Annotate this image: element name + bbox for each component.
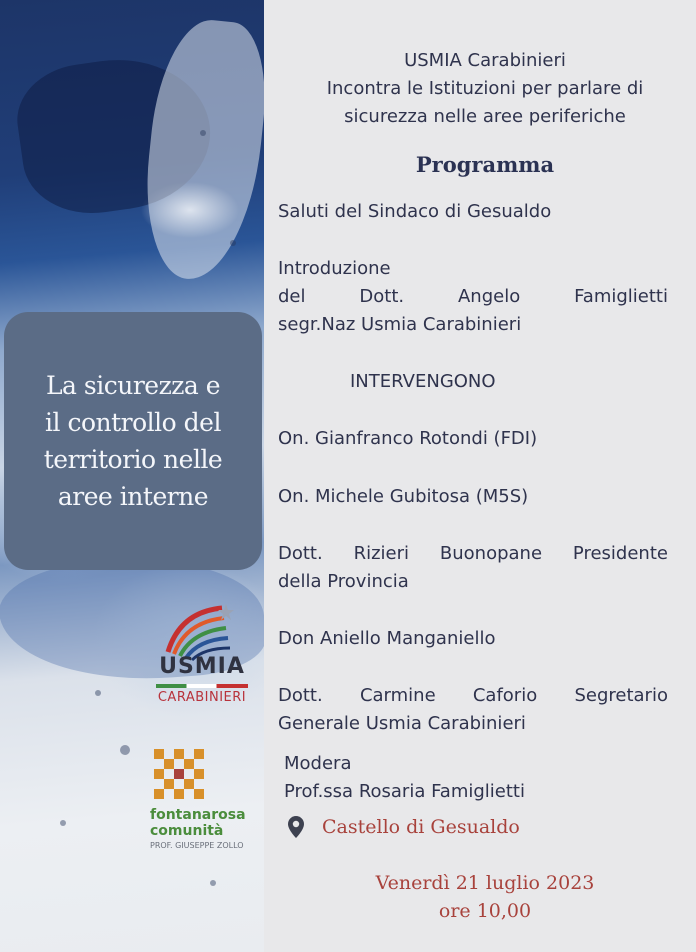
word: Carmine: [359, 685, 436, 706]
fontanarosa-line2: comunità: [150, 823, 224, 839]
location-text: Castello di Gesualdo: [322, 816, 520, 838]
event-time: ore 10,00: [438, 900, 532, 922]
speaker-rotondi: On. Gianfranco Rotondi (FDI): [278, 428, 538, 449]
fontanarosa-line1: fontanarosa: [150, 807, 246, 823]
modera-label: Modera: [284, 753, 352, 774]
location-pin-icon: [288, 816, 304, 838]
paint-dot: [120, 745, 130, 755]
location-row: [288, 816, 520, 838]
header-line-3: sicurezza nelle aree periferiche: [344, 106, 626, 127]
event-date: Venerdì 21 luglio 2023: [375, 872, 595, 894]
word: del: [278, 286, 306, 307]
paint-dot: [95, 690, 101, 696]
word: Buonopane: [439, 543, 543, 564]
speaker-caforio-line1: [278, 685, 668, 706]
header-line-2: Incontra le Istituzioni per parlare di: [326, 78, 644, 99]
speaker-buonopane-line2: della Provincia: [278, 571, 409, 592]
speaker-buonopane-line1: [278, 543, 668, 564]
tricolor-bar: [156, 684, 248, 688]
intro-speaker-line: [278, 286, 668, 307]
word: Famiglietti: [574, 286, 668, 307]
painted-background-panel: [0, 0, 264, 952]
paint-streak: [137, 15, 264, 285]
speaker-gubitosa: On. Michele Gubitosa (M5S): [278, 486, 529, 507]
word: Segretario: [574, 685, 668, 706]
header-line-1: USMIA Carabinieri: [404, 50, 566, 71]
speaker-caforio-line2: Generale Usmia Carabinieri: [278, 713, 526, 734]
word: Dott.: [359, 286, 405, 307]
usmia-wordmark: USMIA: [159, 654, 245, 679]
intro-label: Introduzione: [278, 258, 391, 279]
modera-name: Prof.ssa Rosaria Famiglietti: [284, 781, 525, 802]
intro-role: segr.Naz Usmia Carabinieri: [278, 314, 522, 335]
intervengono-heading: INTERVENGONO: [350, 371, 496, 392]
saluti-text: Saluti del Sindaco di Gesualdo: [278, 201, 552, 222]
event-title: La sicurezza e il controllo del territorio nelle aree interne: [43, 371, 223, 511]
word: Caforio: [472, 685, 538, 706]
programma-heading: Programma: [415, 152, 555, 177]
word: Angelo: [457, 286, 521, 307]
paint-dot: [230, 240, 236, 246]
word: Presidente: [572, 543, 668, 564]
paint-dot: [210, 880, 216, 886]
program-column: [278, 0, 692, 952]
usmia-subtitle: CARABINIERI: [157, 690, 247, 705]
event-title-box: [4, 312, 262, 570]
usmia-arcs-icon: [160, 602, 240, 662]
speaker-manganiello: Don Aniello Manganiello: [278, 628, 496, 649]
paint-dot: [200, 130, 206, 136]
paint-dot: [60, 820, 66, 826]
fontanarosa-mark-icon: [150, 745, 210, 805]
word: Dott.: [278, 685, 323, 706]
word: Rizieri: [353, 543, 410, 564]
word: Dott.: [278, 543, 323, 564]
fontanarosa-line3: PROF. GIUSEPPE ZOLLO: [150, 841, 244, 850]
